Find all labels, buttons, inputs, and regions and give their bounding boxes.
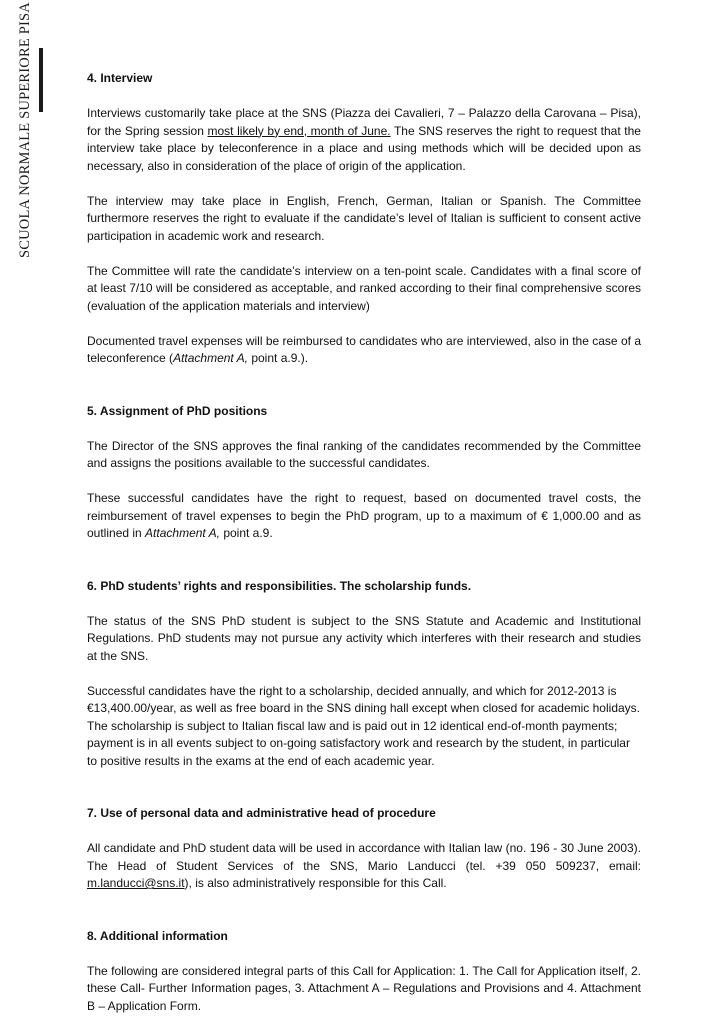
paragraph: The Committee will rate the candidate’s interview on a ten-point scale. Candidates with a final score of at least 7/10 will be considered as acceptable, and ranked according to their final comprehensive scores (evaluation of the application materials and interview)	[87, 263, 641, 313]
section-heading: 4. Interview	[87, 71, 153, 85]
section-heading: 8. Additional information	[87, 928, 228, 943]
document-body	[87, 70, 641, 1015]
paragraph: The interview may take place in English, French, German, Italian or Spanish. The Committee furthermore reserves the right to evaluate if the candidate’s level of Italian is sufficient to consent active participation in academic work and research.	[87, 193, 641, 243]
section-heading: 5. Assignment of PhD positions	[87, 403, 268, 418]
paragraph: All candidate and PhD student data will be used in accordance with Italian law (no. 196 - 30 June 2003). The Head of Student Services of the SNS, Mario Landucci (tel. +39 050 509237, email: m.landucci@sns.it), is also administratively responsible for this Call.	[87, 841, 641, 890]
underlined-text: most likely by end, month of June.	[207, 123, 391, 138]
logo-bar	[39, 48, 43, 112]
logo-text: SCUOLA NORMALE SUPERIORE PISA	[17, 2, 33, 258]
italic-text: Attachment A,	[145, 526, 220, 540]
paragraph: The Director of the SNS approves the final ranking of the candidates recommended by the Committee and assigns the positions available to the successful candidates.	[87, 438, 641, 470]
section-personal-data	[87, 805, 641, 893]
section-rights	[87, 578, 641, 771]
section-heading: 6. PhD students’ rights and responsibilities. The scholarship funds.	[87, 578, 472, 593]
paragraph: Documented travel expenses will be reimbursed to candidates who are interviewed, also in the case of a teleconference (Attachment A, point a.9.).	[87, 333, 641, 365]
paragraph: The following are considered integral parts of this Call for Application: 1. The Call for Application itself, 2. these Call- Further Information pages, 3. Attachment A – Regulations and Provisions and 4. Attachment B – Application Form.	[87, 963, 641, 1013]
section-heading: 7. Use of personal data and administrative head of procedure	[87, 806, 436, 820]
section-assignment	[87, 403, 641, 543]
paragraph: These successful candidates have the right to request, based on documented travel costs, the reimbursement of travel expenses to begin the PhD program, up to a maximum of € 1,000.00 and as outlined in Attachment A, point a.9.	[87, 491, 641, 540]
paragraph: Interviews customarily take place at the SNS (Piazza dei Cavalieri, 7 – Palazzo della Carovana – Pisa), for the Spring session most likely by end, month of June. The SNS reserves the right to request that the interview take place by teleconference in a place and using methods which will be decided upon as necessary, also in consideration of the place of origin of the application.	[87, 106, 641, 173]
paragraph: Successful candidates have the right to a scholarship, decided annually, and which for 2012-2013 is €13,400.00/year, as well as free board in the SNS dining hall except when closed for academic holidays. The scholarship is subject to Italian fiscal law and is paid out in 12 identical end-of-month payments; payment is in all events subject to on-going satisfactory work and research by the student, in particular to positive results in the exams at the end of each academic year.	[87, 683, 640, 768]
section-additional-info	[87, 928, 641, 1016]
section-interview	[87, 70, 641, 368]
institution-logo	[10, 2, 40, 258]
paragraph: The status of the SNS PhD student is subject to the SNS Statute and Academic and Institutional Regulations. PhD students may not pursue any activity which interferes with their research and studies at the SNS.	[87, 613, 641, 663]
email-link[interactable]: m.landucci@sns.it	[87, 876, 185, 890]
italic-text: Attachment A,	[173, 351, 248, 365]
